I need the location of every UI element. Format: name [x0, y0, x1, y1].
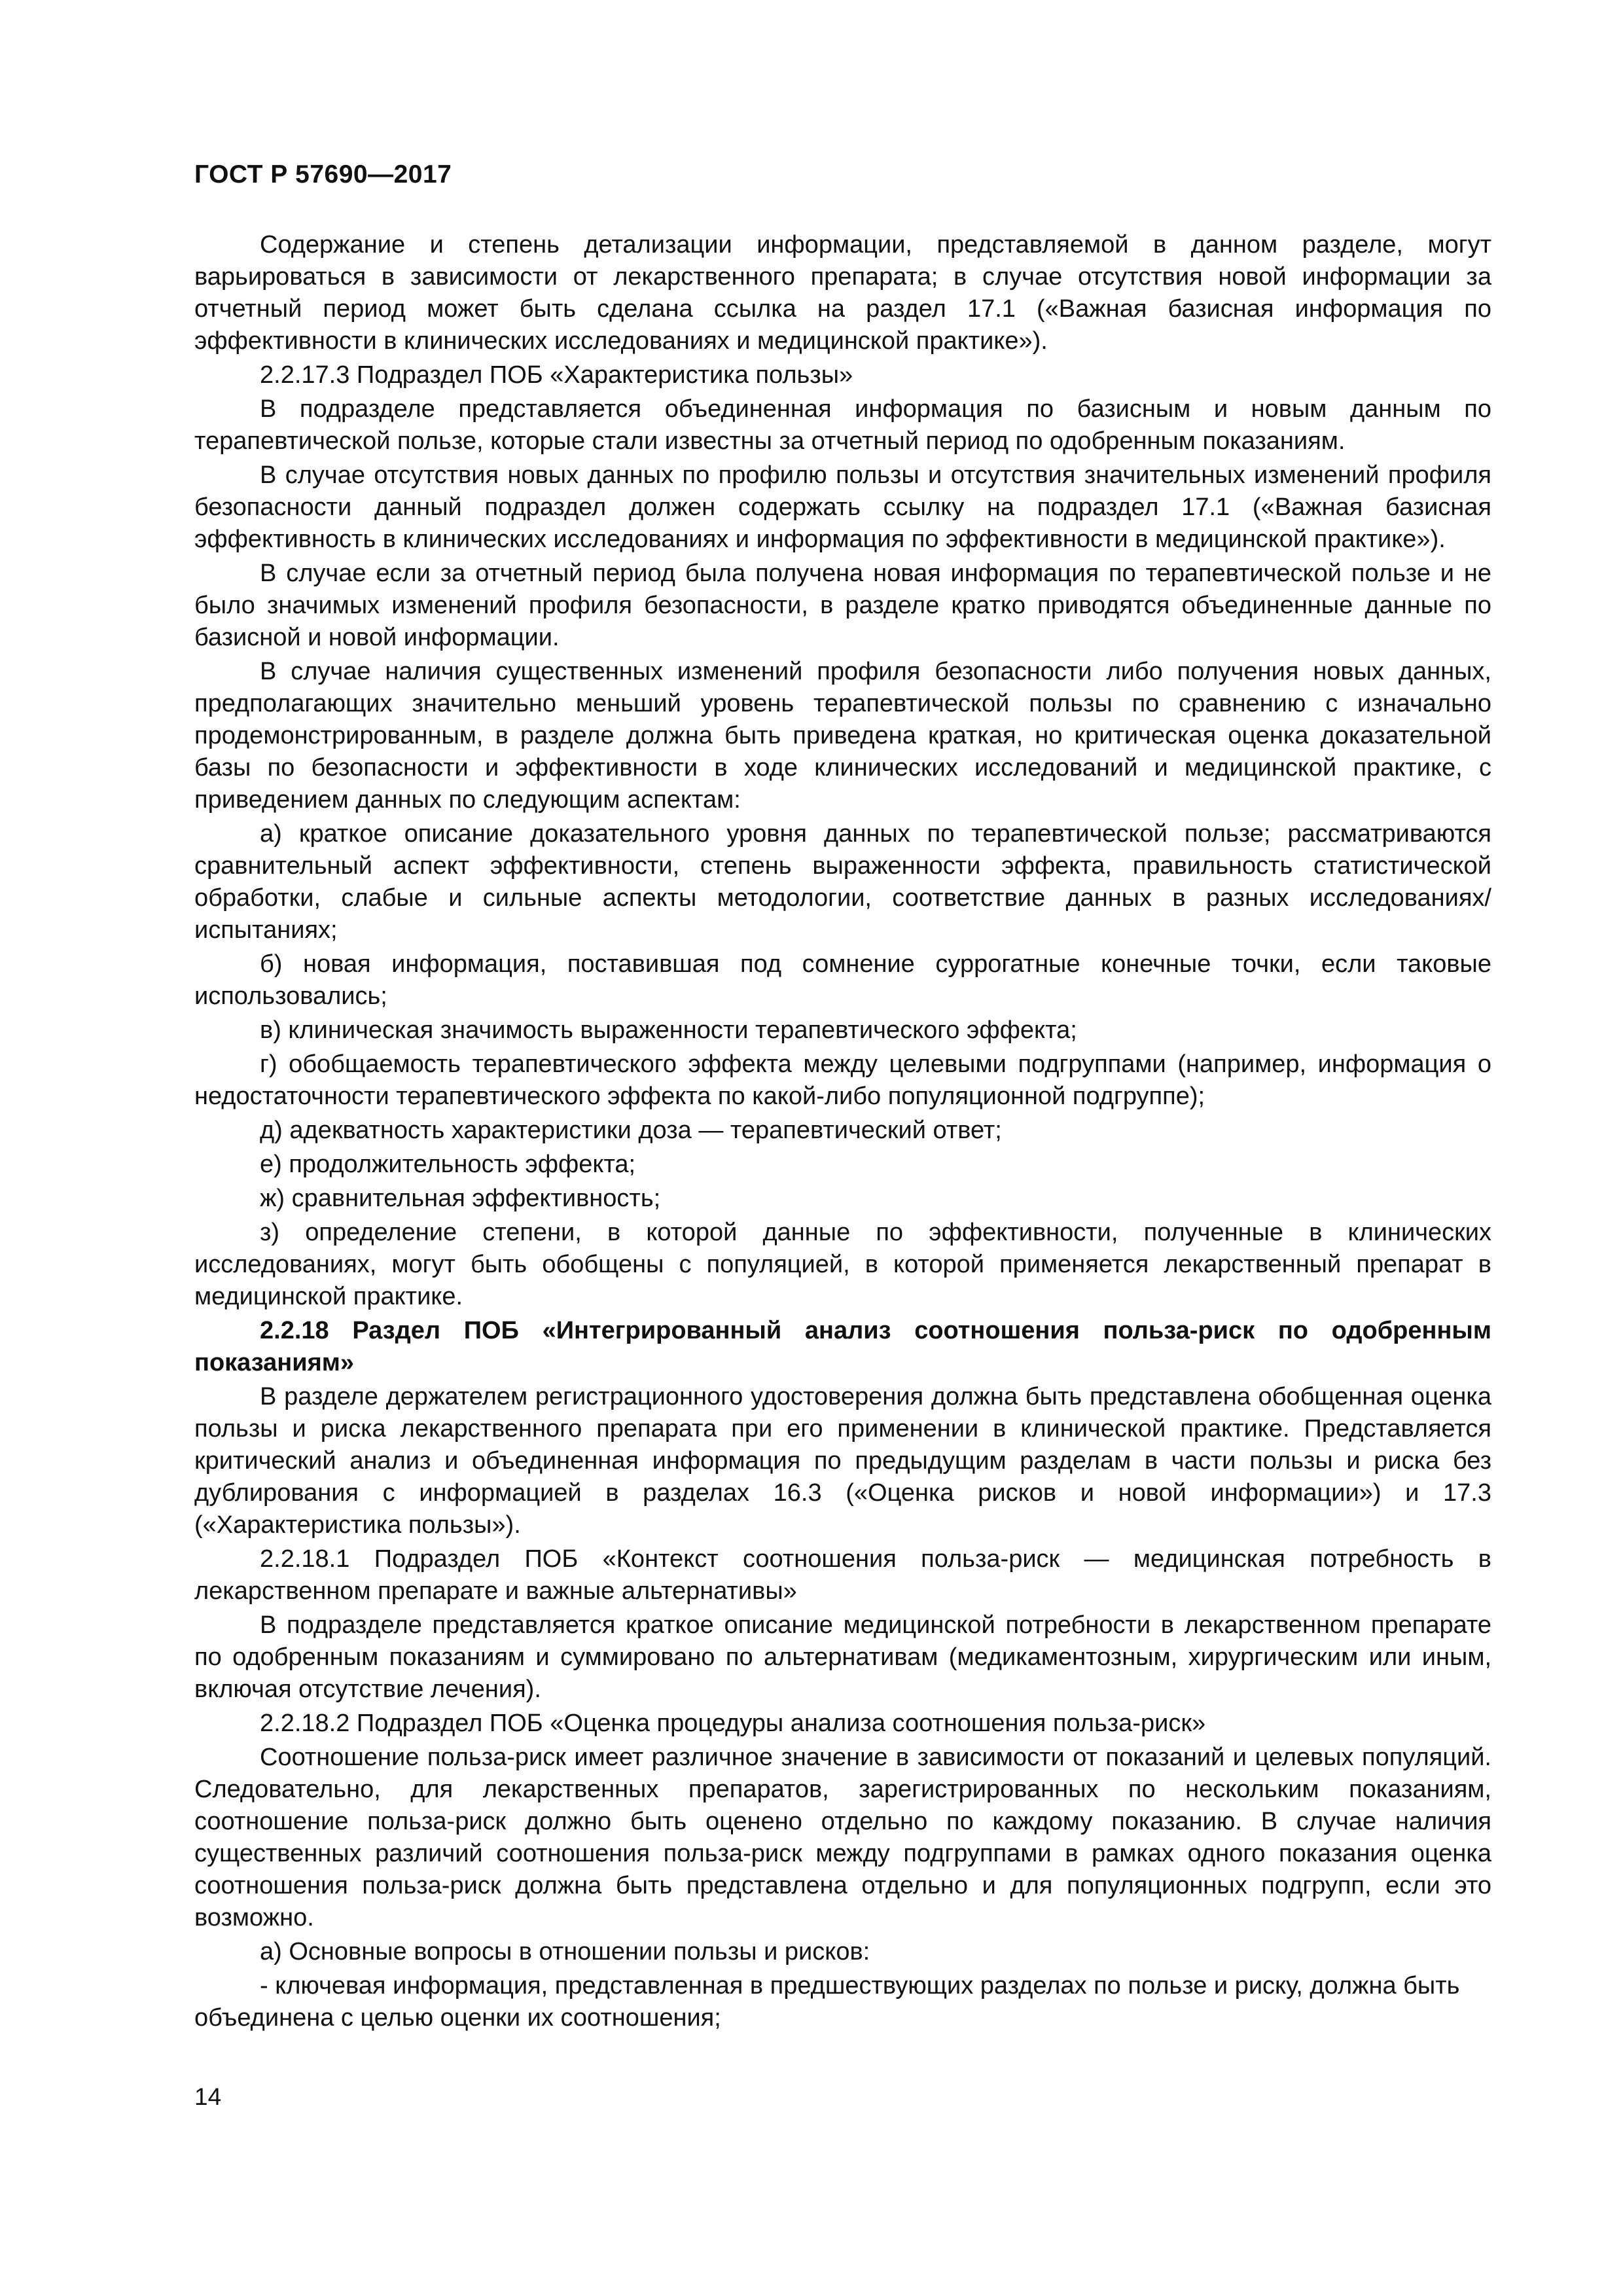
paragraph: В случае если за отчетный период была получена новая информация по терапевтической пользе и не было значимых изменений профиля безопасности, в разделе кратко приводятся объединенные данные по базисной и новой информации. — [194, 560, 1491, 651]
document-header: ГОСТ Р 57690—2017 — [194, 160, 452, 188]
paragraph: В подразделе представляется краткое описание медицинской потребности в лекарственном препарате по одобренным показаниям и суммировано по альтернативам (медикаментозным, хирургическим или иным, включая отсутствие лечения). — [194, 1611, 1491, 1703]
list-item: з) определение степени, в которой данные по эффективности, полученные в клинических исследованиях, могут быть обобщены с популяцией, в которой применяется лекарственный препарат в медицинской практике. — [194, 1219, 1491, 1310]
list-item: б) новая информация, поставившая под сомнение суррогатные конечные точки, если таковые использовались; — [194, 950, 1491, 1010]
page-number: 14 — [194, 2083, 222, 2110]
list-item: а) краткое описание доказательного уровня данных по терапевтической пользе; рассматриваются сравнительный аспект эффективности, степень выраженности эффекта, правильность статистической обработки, слабые и сильные аспекты методологии, соответствие данных в разных исследованиях/испытаниях; — [194, 820, 1491, 944]
paragraph: В случае отсутствия новых данных по профилю пользы и отсутствия значительных изменений профиля безопасности данный подраздел должен содержать ссылку на подраздел 17.1 («Важная базисная эффективность в клинических исследованиях и информация по эффективности в медицинской практике»). — [194, 461, 1491, 553]
paragraph: В разделе держателем регистрационного удостоверения должна быть представлена обобщенная оценка пользы и риска лекарственного препарата при его применении в клинической практике. Представляется критический анализ и объединенная информация по предыдущим разделам в части пользы и риска без дублирования с информацией в разделах 16.3 («Оценка рисков и новой информации») и 17.3 («Характеристика пользы»). — [194, 1383, 1491, 1539]
list-item: е) продолжительность эффекта; — [260, 1151, 636, 1178]
subsection-heading: 2.2.18.1 Подраздел ПОБ «Контекст соотношения польза-риск — медицинская потребность в лекарственном препарате и важные альтернативы» — [194, 1545, 1491, 1605]
list-item: - ключевая информация, представленная в предшествующих разделах по пользе и риску, должна быть объединена с целью оценки их соотношения; — [194, 1972, 1460, 2032]
list-item: а) Основные вопросы в отношении пользы и рисков: — [260, 1938, 870, 1965]
list-item: ж) сравнительная эффективность; — [260, 1185, 661, 1212]
paragraph: В случае наличия существенных изменений профиля безопасности либо получения новых данных, предполагающих значительно меньший уровень терапевтической пользы по сравнению с изначально продемонстрированным, в разделе должна быть приведена краткая, но критическая оценка доказательной базы по безопасности и эффективности в ходе клинических исследований и медицинской практике, с приведением данных по следующим аспектам: — [194, 658, 1491, 814]
paragraph: В подразделе представляется объединенная информация по базисным и новым данным по терапевтической пользе, которые стали известны за отчетный период по одобренным показаниям. — [194, 395, 1491, 455]
list-item: в) клиническая значимость выраженности терапевтического эффекта; — [260, 1016, 1077, 1044]
list-item: д) адекватность характеристики доза — терапевтический ответ; — [260, 1117, 1002, 1144]
document-body — [194, 229, 1491, 2036]
section-heading: 2.2.18 Раздел ПОБ «Интегрированный анализ соотношения польза-риск по одобренным показаниям» — [194, 1317, 1491, 1376]
list-item: г) обобщаемость терапевтического эффекта между целевыми подгруппами (например, информация о недостаточности терапевтического эффекта по какой-либо популяционной подгруппе); — [194, 1050, 1491, 1110]
paragraph: Содержание и степень детализации информации, представляемой в данном разделе, могут варьироваться в зависимости от лекарственного препарата; в случае отсутствия новой информации за отчетный период может быть сделана ссылка на раздел 17.1 («Важная базисная информация по эффективности в клинических исследованиях и медицинской практике»). — [194, 231, 1491, 355]
subsection-heading: 2.2.17.3 Подраздел ПОБ «Характеристика пользы» — [260, 361, 853, 389]
subsection-heading: 2.2.18.2 Подраздел ПОБ «Оценка процедуры анализа соотношения польза-риск» — [260, 1710, 1206, 1737]
paragraph: Соотношение польза-риск имеет различное значение в зависимости от показаний и целевых популяций. Следовательно, для лекарственных препаратов, зарегистрированных по нескольким показаниям, соотношение польза-риск должно быть оценено отдельно по каждому показанию. В случае наличия существенных различий соотношения польза-риск между подгруппами в рамках одного показания оценка соотношения польза-риск должна быть представлена отдельно и для популяционных подгрупп, если это возможно. — [194, 1744, 1491, 1931]
